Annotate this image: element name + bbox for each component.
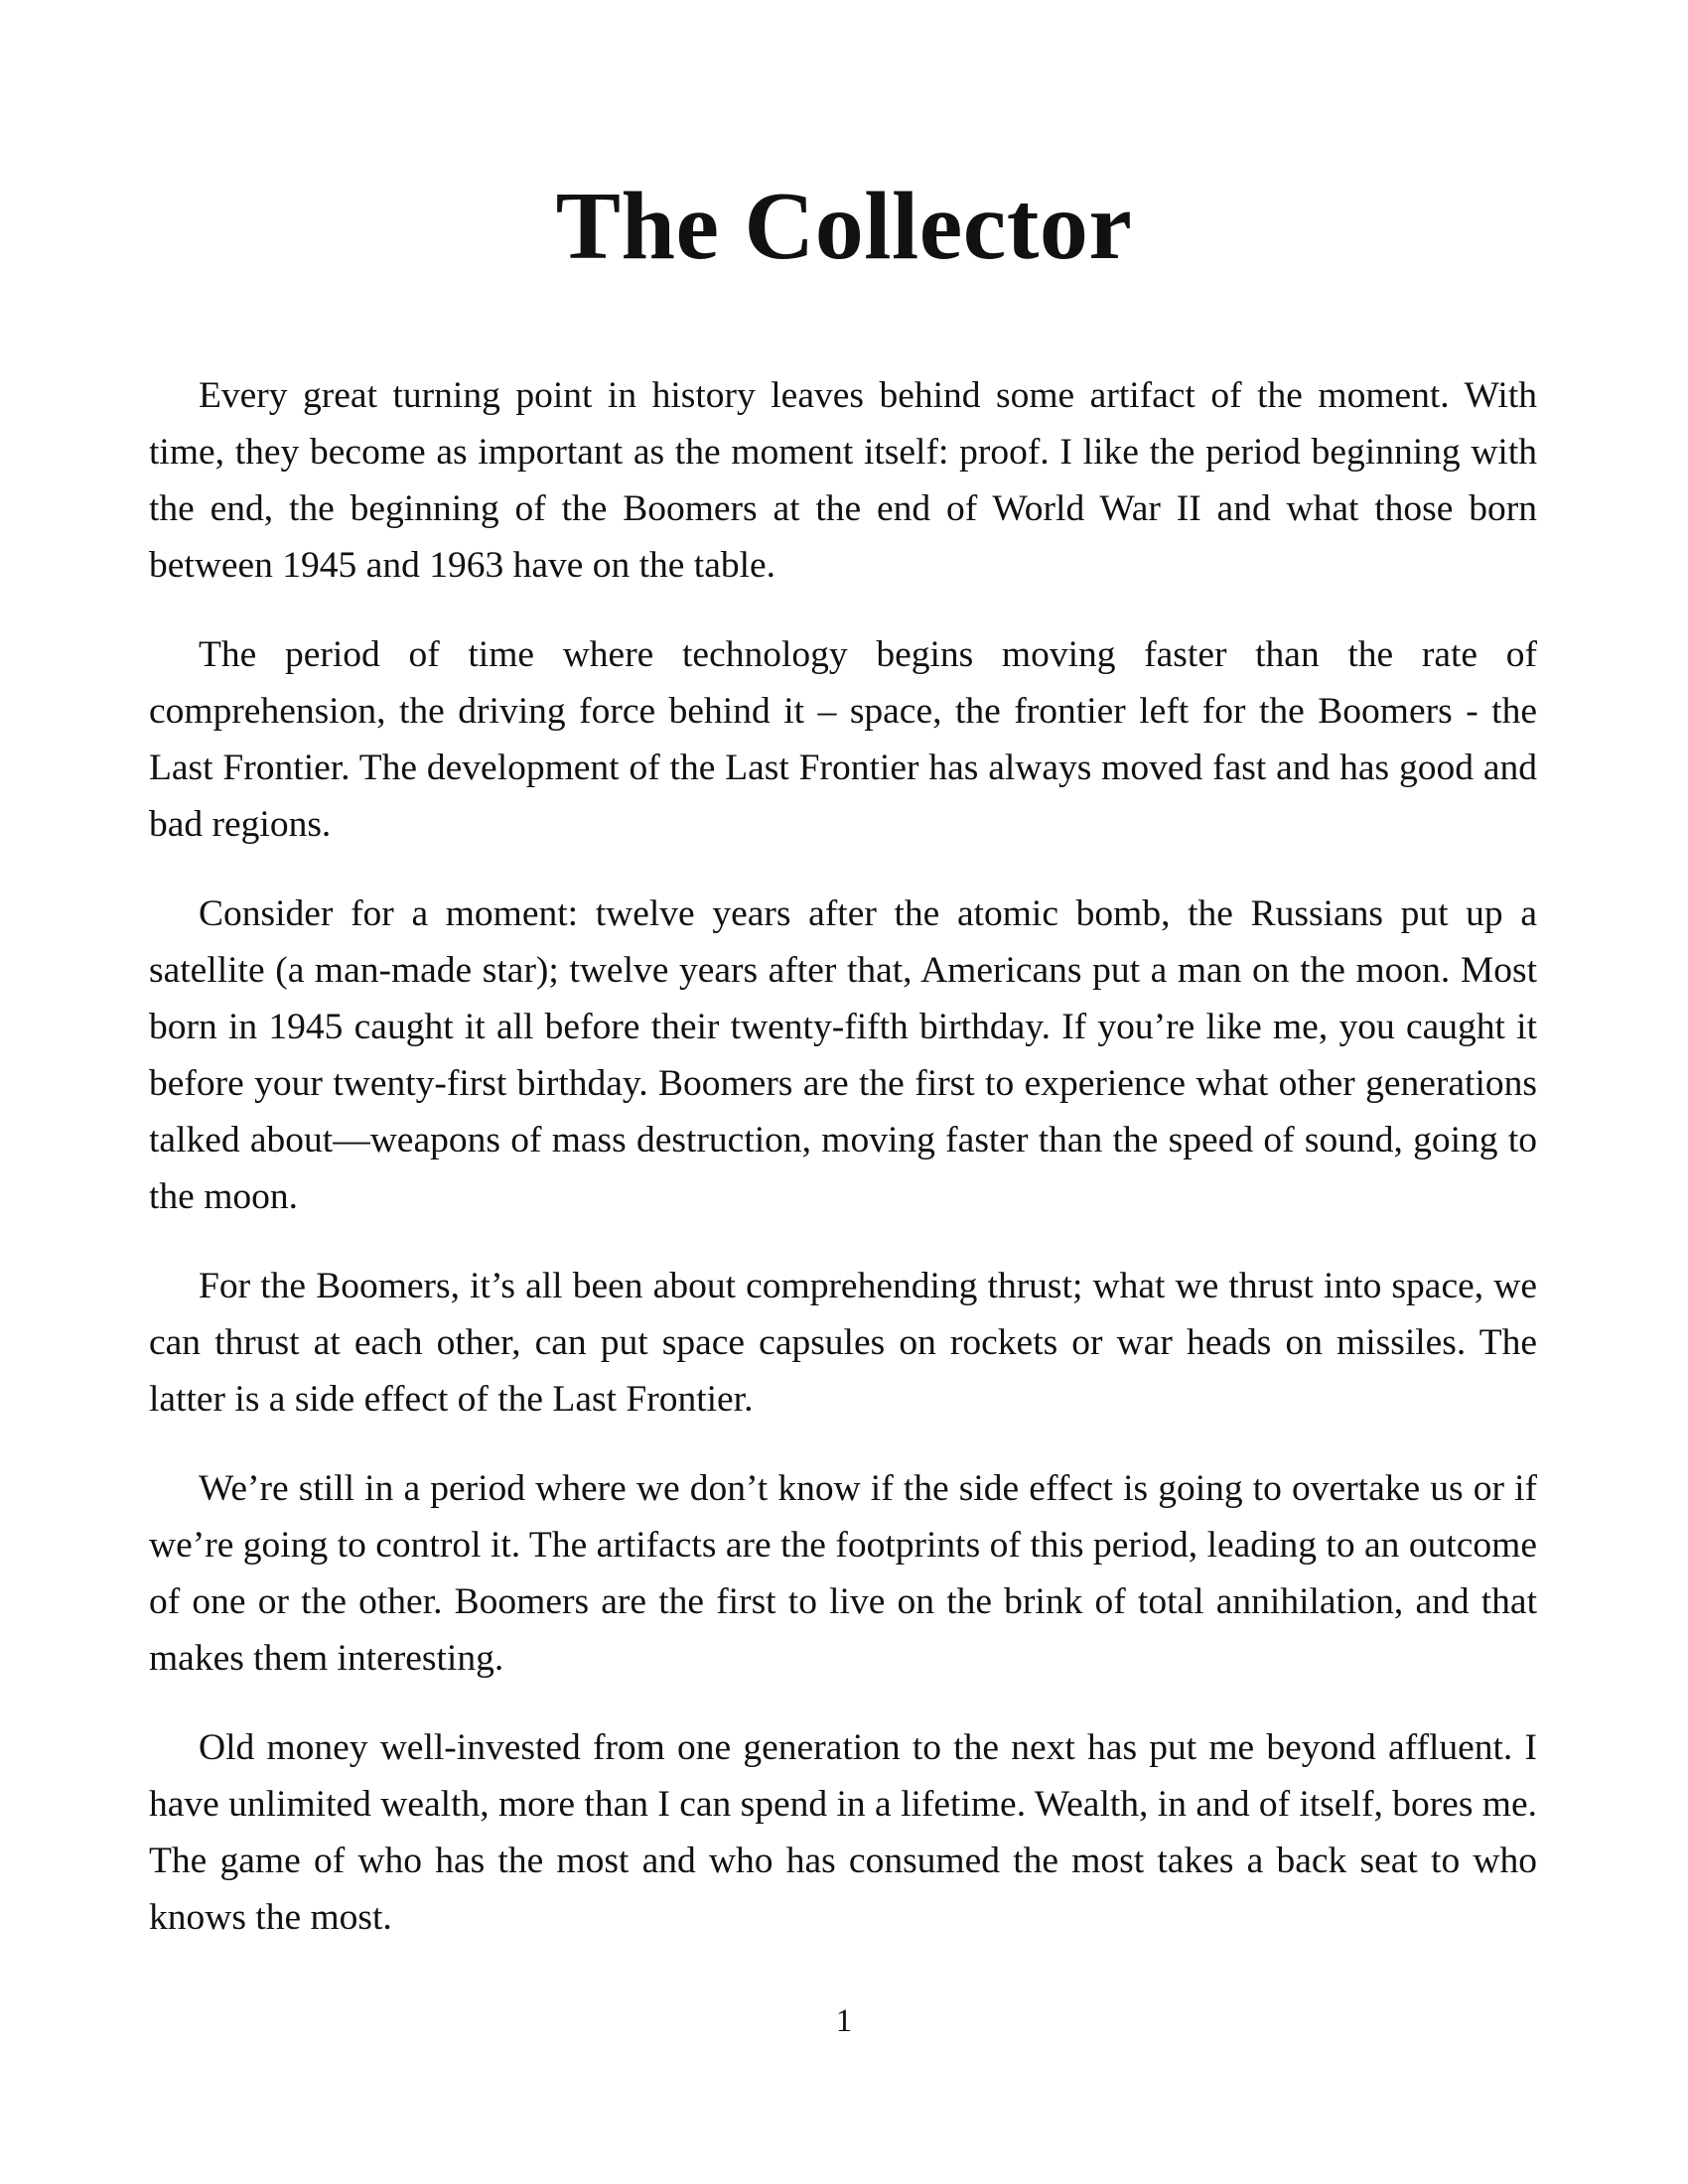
chapter-title: The Collector	[555, 173, 1133, 280]
page-number: 1	[835, 2003, 853, 2039]
paragraph: We’re still in a period where we don’t know if the side effect is going to overtake us or if we’re going to control it. The artifacts are the footprints of this period, leading to an outcome of one or the other. Boomers are the first to live on the brink of total annihilation, and that makes them interesting.	[149, 1468, 1537, 1679]
paragraph: Consider for a moment: twelve years after the atomic bomb, the Russians put up a satellite (a man-made star); twelve years after that, Americans put a man on the moon. Most born in 1945 caught it all before their twenty-fifth birthday. If you’re like me, you caught it before your twenty-first birthday. Boomers are the first to experience what other generations talked about—weapons of mass destruction, moving faster than the speed of sound, going to the moon.	[149, 893, 1537, 1217]
paragraph: The period of time where technology begins moving faster than the rate of comprehension, the driving force behind it – space, the frontier left for the Boomers - the Last Frontier. The development of the Last Frontier has always moved fast and has good and bad regions.	[149, 634, 1537, 845]
paragraph: Old money well-invested from one generation to the next has put me beyond affluent. I have unlimited wealth, more than I can spend in a lifetime. Wealth, in and of itself, bores me. The game of who has the most and who has consumed the most takes a back seat to who knows the most.	[149, 1727, 1537, 1938]
paragraph: Every great turning point in history leaves behind some artifact of the moment. With time, they become as important as the moment itself: proof. I like the period beginning with the end, the beginning of the Boomers at the end of World War II and what those born between 1945 and 1963 have on the table.	[149, 375, 1537, 586]
body-text	[149, 367, 1537, 1979]
paragraph: For the Boomers, it’s all been about comprehending thrust; what we thrust into space, we can thrust at each other, can put space capsules on rockets or war heads on missiles. The latter is a side effect of the Last Frontier.	[149, 1266, 1537, 1420]
